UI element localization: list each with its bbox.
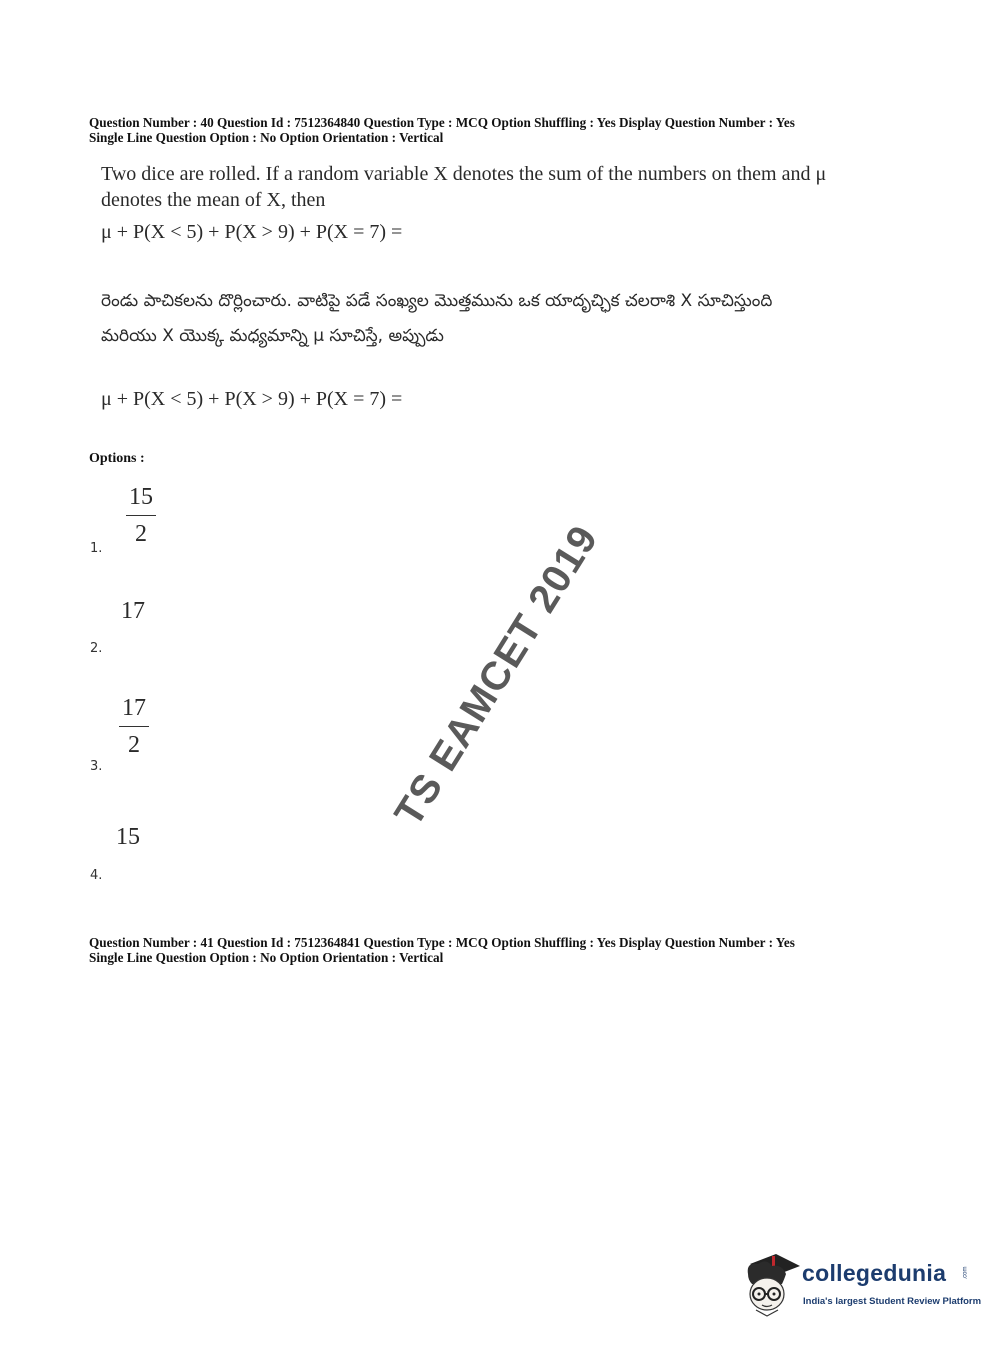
q40-english-line2: denotes the mean of X, then xyxy=(101,189,326,211)
option-4-number: 4. xyxy=(90,868,103,883)
fraction-bar xyxy=(119,726,149,727)
collegedunia-logo[interactable] xyxy=(742,1250,982,1320)
q40-english-expression: μ + P(X < 5) + P(X > 9) + P(X = 7) = xyxy=(101,221,403,243)
q41-meta-line1: Question Number : 41 Question Id : 7512364841 Question Type : MCQ Option Shuffling : Yes Display Question Number : Yes xyxy=(89,935,795,950)
q40-meta-line1: Question Number : 40 Question Id : 7512364840 Question Type : MCQ Option Shuffling : Yes Display Question Number : Yes xyxy=(89,115,795,130)
option-1-fraction[interactable] xyxy=(126,483,156,548)
option-2-value[interactable]: 17 xyxy=(121,598,145,624)
logo-name: collegedunia xyxy=(802,1260,947,1286)
options-label: Options : xyxy=(89,451,145,466)
logo-tagline: India's largest Student Review Platform xyxy=(803,1296,982,1307)
watermark: TS EAMCET 2019 xyxy=(386,517,607,834)
logo-suffix: .com xyxy=(962,1266,969,1280)
q40-telugu-line1: రెండు పాచికలను దొర్లించారు. వాటిపై పడే సంఖ్యల మొత్తమును ఒక యాదృచ్ఛిక చలరాశి X సూచిస్తుంది xyxy=(101,291,773,311)
q40-telugu-expression: μ + P(X < 5) + P(X > 9) + P(X = 7) = xyxy=(101,388,403,410)
option-3-number: 3. xyxy=(90,759,103,774)
mascot-icon xyxy=(742,1250,802,1320)
option-3-numerator: 17 xyxy=(122,695,146,721)
q40-telugu-line2: మరియు X యొక్క మధ్యమాన్ని μ సూచిస్తే, అప్పుడు xyxy=(101,326,444,346)
fraction-bar xyxy=(126,515,156,516)
option-1-number: 1. xyxy=(90,541,103,556)
option-1-numerator: 15 xyxy=(129,484,153,510)
option-2-number: 2. xyxy=(90,641,103,656)
option-1-denominator: 2 xyxy=(135,521,147,547)
q40-meta-line2: Single Line Question Option : No Option Orientation : Vertical xyxy=(89,130,444,145)
option-3-denominator: 2 xyxy=(128,732,140,758)
option-4-value[interactable]: 15 xyxy=(116,824,140,850)
q40-english-line1: Two dice are rolled. If a random variable X denotes the sum of the numbers on them and μ xyxy=(101,163,827,185)
q41-meta-line2: Single Line Question Option : No Option Orientation : Vertical xyxy=(89,950,444,965)
option-3-fraction[interactable] xyxy=(119,694,149,759)
